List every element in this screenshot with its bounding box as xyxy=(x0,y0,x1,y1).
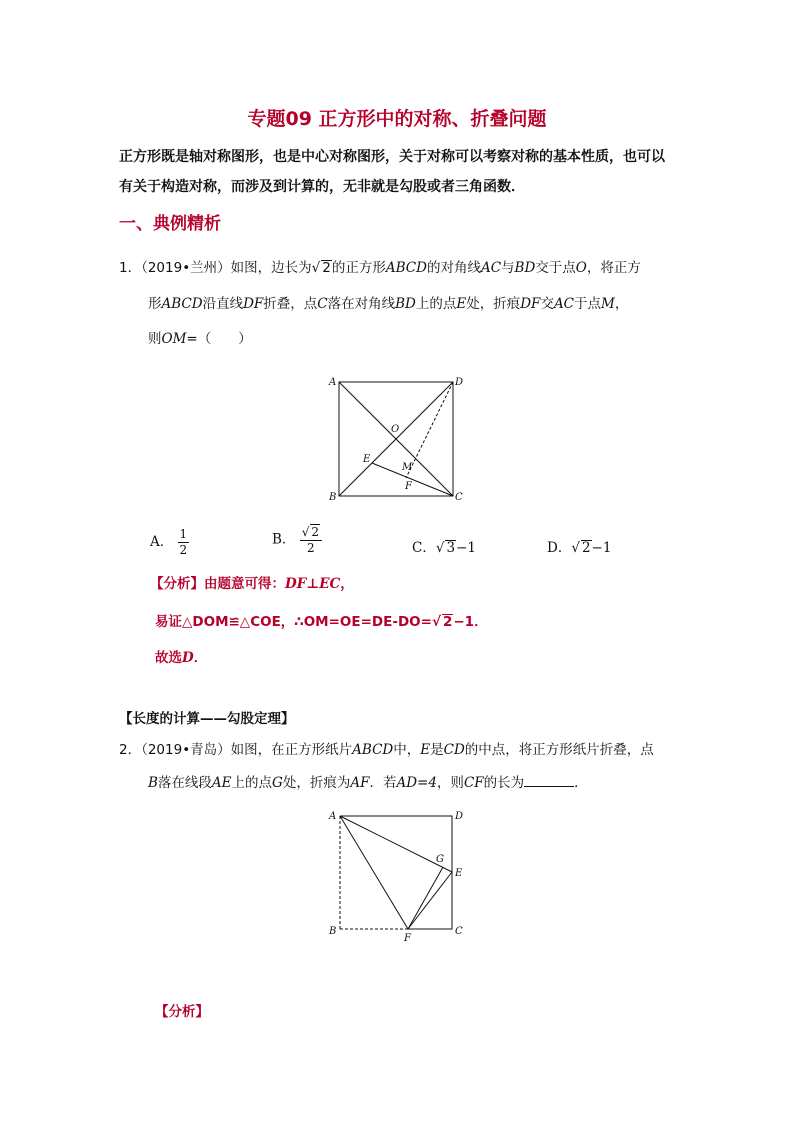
segment-fe xyxy=(408,872,452,929)
q1-var: AC xyxy=(553,296,575,312)
q1-text: 处，折痕 xyxy=(466,296,521,312)
q1-text: 的正方形 xyxy=(331,260,386,276)
q2-text: 的长为 xyxy=(483,775,525,791)
sqrt-sign: √ xyxy=(431,614,441,630)
label-C: C xyxy=(455,926,463,937)
analysis-text: ． xyxy=(193,650,208,666)
label-C: C xyxy=(455,492,463,503)
option-label: A． xyxy=(150,534,174,550)
fraction-num xyxy=(300,524,322,541)
option-label: C． xyxy=(412,540,436,556)
q2-text: 是 xyxy=(430,742,444,758)
option-d[interactable] xyxy=(547,536,611,556)
label-F: F xyxy=(404,933,411,944)
q1-text: 沿直线 xyxy=(202,296,244,312)
q1-text: 则 xyxy=(148,331,162,347)
subsection-heading: 【长度的计算——勾股定理】 xyxy=(119,711,295,727)
sqrt-radicand: 2 xyxy=(442,614,453,630)
analysis-expr: DF⊥EC xyxy=(285,576,341,592)
q1-analysis-line-2 xyxy=(155,610,488,630)
label-A: A xyxy=(329,377,337,388)
q1-line-1 xyxy=(119,256,641,276)
option-label: B． xyxy=(272,531,296,548)
q2-var: CD xyxy=(443,742,465,758)
q2-text: ．若 xyxy=(369,775,397,791)
label-M: M xyxy=(402,462,413,473)
q2-text: 中， xyxy=(393,742,421,758)
intro-line-1: 正方形既是轴对称图形，也是中心对称图形，关于对称可以考察对称的基本性质，也可以 xyxy=(119,149,665,165)
answer-blank[interactable] xyxy=(524,773,574,787)
q2-line-1 xyxy=(119,738,654,758)
section-heading: 一、典例精析 xyxy=(119,214,221,234)
q2-source: （2019•青岛） xyxy=(141,742,231,758)
q1-text: 落在对角线 xyxy=(327,296,396,312)
q2-text: 上的点 xyxy=(231,775,273,791)
q1-text: 上的点 xyxy=(415,296,457,312)
q1-sqrt-value: 2 xyxy=(322,260,331,276)
q2-var: G xyxy=(272,775,283,791)
q2-text: ． xyxy=(574,775,588,791)
label-B: B xyxy=(329,926,337,937)
q2-analysis-tag: 【分析】 xyxy=(155,1004,209,1020)
q1-text: 如图，边长为 xyxy=(230,260,312,276)
segment-ec xyxy=(372,463,453,496)
analysis-tag: 【分析】 xyxy=(150,576,204,592)
q1-analysis-line-1 xyxy=(150,572,354,592)
option-text: −1 xyxy=(591,540,612,556)
q1-var: E xyxy=(456,296,467,312)
q1-text: 交于点 xyxy=(535,260,576,276)
answer-choice: D xyxy=(182,650,194,666)
q1-text: 交 xyxy=(540,296,554,312)
option-label: D． xyxy=(547,540,572,556)
q2-var: ABCD xyxy=(352,742,394,758)
q2-figure xyxy=(320,804,470,944)
q2-var: AE xyxy=(211,775,232,791)
option-b[interactable] xyxy=(272,524,322,556)
label-E: E xyxy=(363,454,371,465)
label-F: F xyxy=(405,481,412,492)
q1-analysis-line-3 xyxy=(155,646,207,666)
label-O: O xyxy=(391,424,400,435)
analysis-text: −1． xyxy=(453,614,488,630)
q2-text: 落在线段 xyxy=(157,775,212,791)
q1-line-3 xyxy=(148,327,252,347)
label-A: A xyxy=(329,811,337,822)
option-c[interactable] xyxy=(412,536,476,556)
q2-var: AF xyxy=(350,775,370,791)
option-a[interactable] xyxy=(150,527,189,558)
q2-line-2 xyxy=(148,771,588,791)
q1-var: DF xyxy=(243,296,264,312)
q1-var: BD xyxy=(395,296,416,312)
fold-line-df xyxy=(406,382,453,478)
q1-var: ABCD xyxy=(161,296,203,312)
label-E: E xyxy=(455,868,463,879)
q2-text: 如图，在正方形纸片 xyxy=(230,742,353,758)
label-B: B xyxy=(329,492,337,503)
label-G: G xyxy=(436,854,444,865)
segment-fg xyxy=(408,867,443,929)
label-D: D xyxy=(455,377,464,388)
square-outline xyxy=(340,816,452,929)
q1-var: AC xyxy=(480,260,502,276)
q1-text: 折叠，点 xyxy=(263,296,318,312)
q1-var: C xyxy=(317,296,328,312)
q1-line-2 xyxy=(148,292,628,312)
q2-text: ，则 xyxy=(436,775,464,791)
label-D: D xyxy=(455,811,464,822)
sqrt-sign: √ xyxy=(571,540,580,556)
sqrt-radicand: 2 xyxy=(311,525,320,539)
q2-var: CF xyxy=(463,775,484,791)
q1-text: 于点 xyxy=(574,296,602,312)
sqrt-sign: √ xyxy=(301,525,310,539)
fraction-den: 2 xyxy=(179,543,188,557)
q1-text: =（ ） xyxy=(186,331,252,347)
q2-var: E xyxy=(420,742,431,758)
q1-var: DF xyxy=(520,296,541,312)
sqrt-radicand: 3 xyxy=(446,540,456,556)
sqrt-sign: √ xyxy=(435,540,445,556)
q1-text: 形 xyxy=(148,296,162,312)
q2-text: 处，折痕为 xyxy=(282,775,351,791)
fraction-num: 1 xyxy=(179,527,188,541)
q1-var: M xyxy=(601,296,615,312)
intro-line-2: 有关于构造对称，而涉及到计算的，无非就是勾股或者三角函数． xyxy=(119,179,525,195)
q1-text: 与 xyxy=(501,260,515,276)
q1-text: ，将正方 xyxy=(586,260,641,276)
q2-text: 的中点，将正方形纸片折叠，点 xyxy=(464,742,654,758)
q1-figure xyxy=(320,370,470,505)
page-title: 专题09 正方形中的对称、折叠问题 xyxy=(247,108,547,130)
q2-var: AD=4 xyxy=(396,775,437,791)
analysis-text: ， xyxy=(340,576,354,592)
fraction-den: 2 xyxy=(307,541,315,555)
analysis-text: 易证△DOM≌△COE，∴OM=OE=DE-DO= xyxy=(155,614,432,630)
q1-var: OM xyxy=(161,331,187,347)
q1-text: 的对角线 xyxy=(426,260,481,276)
q1-var: ABCD xyxy=(385,260,427,276)
q1-text: ， xyxy=(614,296,629,312)
option-text: −1 xyxy=(456,540,476,556)
sqrt-sign: √ xyxy=(311,260,321,276)
analysis-text: 故选 xyxy=(155,650,182,666)
q1-var: BD xyxy=(514,260,536,276)
fraction xyxy=(178,527,190,558)
q1-source: （2019•兰州） xyxy=(141,260,231,276)
analysis-text: 由题意可得： xyxy=(204,576,285,592)
q1-number: 1． xyxy=(119,260,142,276)
sqrt-radicand: 2 xyxy=(581,540,591,556)
fraction xyxy=(300,524,322,556)
q1-var: O xyxy=(575,260,587,276)
q2-number: 2． xyxy=(119,742,142,758)
q2-var: B xyxy=(148,775,158,791)
